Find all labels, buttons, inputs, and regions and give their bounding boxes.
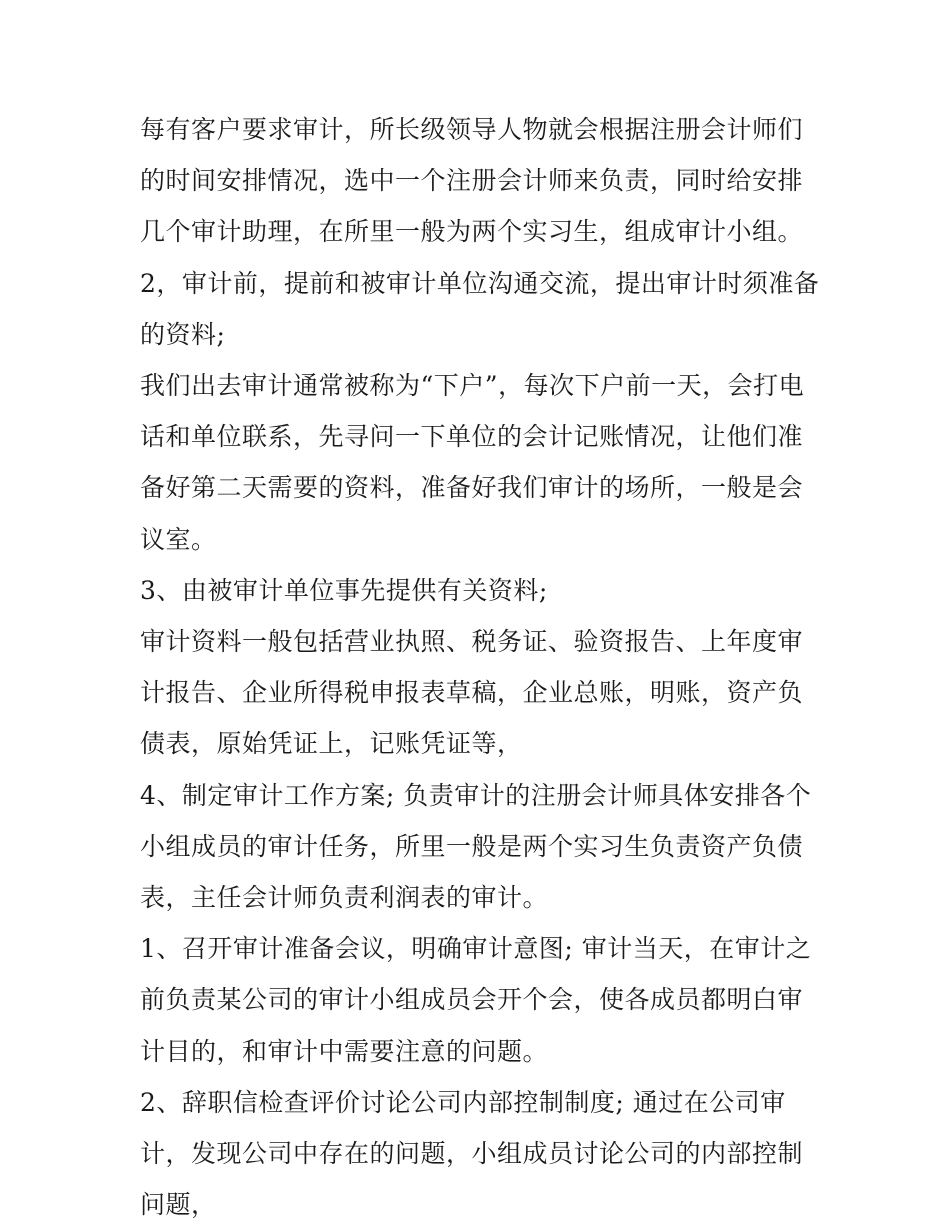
document-body <box>140 104 820 1230</box>
paragraph-prep-meeting: 1、召开审计准备会议，明确审计意图; 审计当天，在审计之前负责某公司的审计小组成员会开个会，使各成员都明白审计目的，和审计中需要注意的问题。 <box>140 934 812 1066</box>
paragraph-audit-team: 每有客户要求审计，所长级领导人物就会根据注册会计师们的时间安排情况，选中一个注册会计师来负责，同时给安排几个审计助理，在所里一般为两个实习生，组成审计小组。 <box>140 115 804 247</box>
paragraph-audit-materials: 审计资料一般包括营业执照、税务证、验资报告、上年度审计报告、企业所得税申报表草稿，企业总账，明账，资产负债表，原始凭证上，记账凭证等， <box>140 627 804 759</box>
paragraph-step-2-heading: 2，审计前，提前和被审计单位沟通交流，提出审计时须准备的资料; <box>140 268 820 349</box>
paragraph-step-4-plan: 4、制定审计工作方案; 负责审计的注册会计师具体安排各个小组成员的审计任务，所里一般是两个实习生负责资产负债表，主任会计师负责利润表的审计。 <box>140 780 812 913</box>
paragraph-internal-control: 2、辞职信检查评价讨论公司内部控制制度; 通过在公司审计，发现公司中存在的问题，小组成员讨论公司的内部控制问题， <box>140 1087 804 1220</box>
paragraph-step-3-heading: 3、由被审计单位事先提供有关资料; <box>140 575 548 605</box>
paragraph-site-visit: 我们出去审计通常被称为“下户”，每次下户前一天，会打电话和单位联系，先寻问一下单位的会计记账情况，让他们准备好第二天需要的资料，准备好我们审计的场所，一般是会议室。 <box>140 371 805 554</box>
